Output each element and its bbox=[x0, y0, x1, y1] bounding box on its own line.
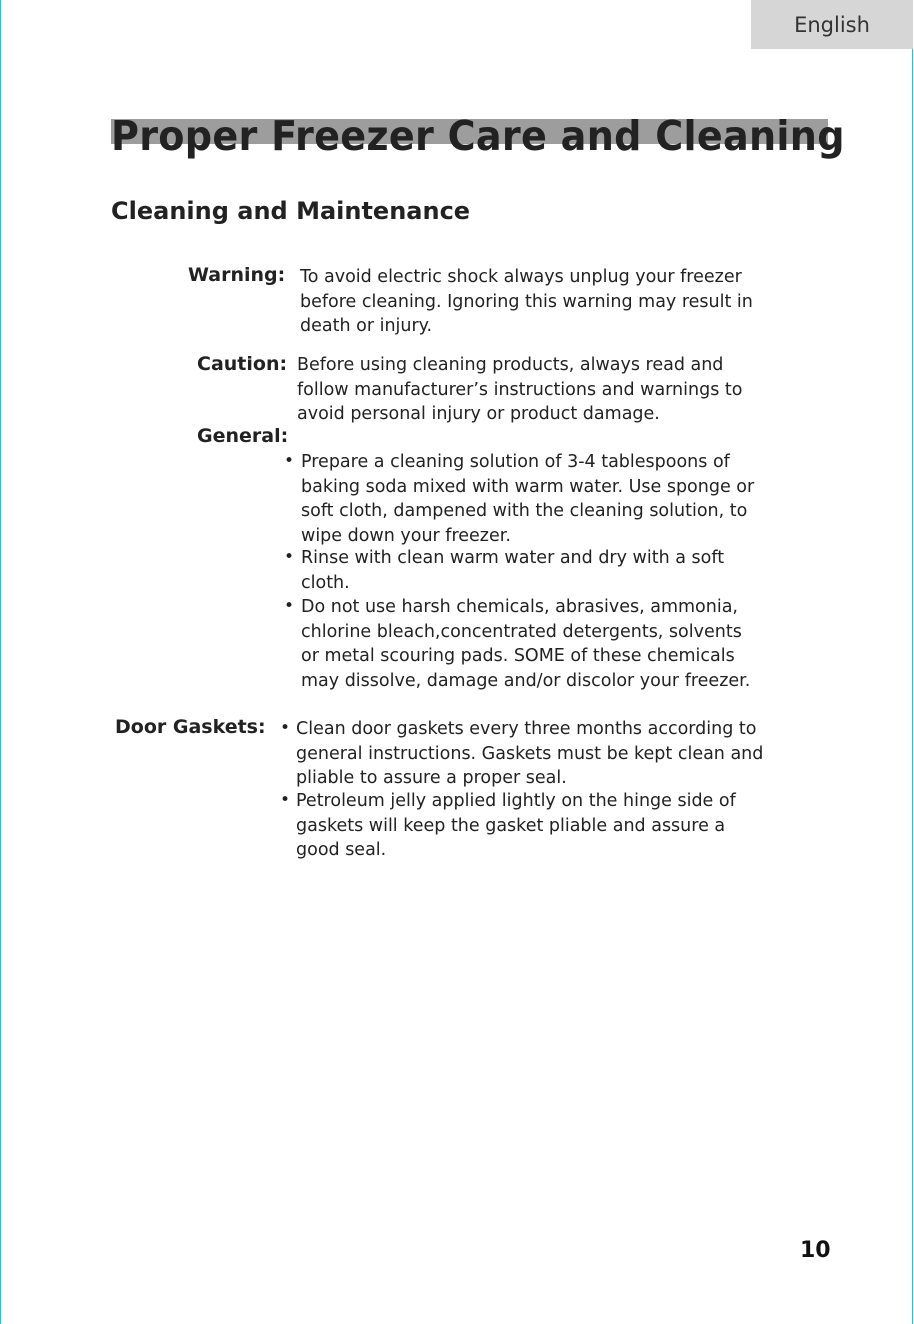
door-gaskets-label: Door Gaskets: bbox=[115, 716, 266, 738]
bullet-marker: • bbox=[284, 451, 295, 471]
warning-label: Warning: bbox=[188, 264, 286, 286]
bullet-marker: • bbox=[280, 790, 291, 810]
left-edge-line bbox=[0, 0, 1, 1324]
door-gaskets-bullet-1: Clean door gaskets every three months according to general instructions. Gaskets must be kept clean and pliable to assure a proper seal. bbox=[296, 719, 764, 788]
bullet-marker: • bbox=[284, 547, 295, 567]
page-number: 10 bbox=[800, 1238, 831, 1263]
caution-label: Caution: bbox=[197, 353, 288, 375]
general-label: General: bbox=[197, 425, 289, 447]
bullet-marker: • bbox=[280, 718, 291, 738]
general-bullet-1: Prepare a cleaning solution of 3-4 tablespoons of baking soda mixed with warm water. Use sponge or soft cloth, dampened with the cleaning solution, to wipe down your freezer. bbox=[301, 452, 755, 546]
section-heading: Cleaning and Maintenance bbox=[111, 197, 471, 225]
right-edge-line bbox=[912, 0, 913, 1324]
bullet-marker: • bbox=[284, 596, 295, 616]
caution-text: Before using cleaning products, always read and follow manufacturer’s instructions and warnings to avoid personal injury or product damage. bbox=[297, 355, 743, 424]
page-title: Proper Freezer Care and Cleaning bbox=[111, 112, 845, 160]
door-gaskets-bullet-2: Petroleum jelly applied lightly on the hinge side of gaskets will keep the gasket pliable and assure a good seal. bbox=[296, 791, 736, 860]
warning-text: To avoid electric shock always unplug your freezer before cleaning. Ignoring this warning may result in death or injury. bbox=[300, 267, 753, 336]
general-bullet-2: Rinse with clean warm water and dry with a soft cloth. bbox=[301, 548, 725, 593]
language-tab: English bbox=[751, 0, 913, 49]
general-bullet-3: Do not use harsh chemicals, abrasives, ammonia, chlorine bleach,concentrated detergents, solvents or metal scouring pads. SOME of these chemicals may dissolve, damage and/or discolor your freezer. bbox=[301, 597, 751, 691]
